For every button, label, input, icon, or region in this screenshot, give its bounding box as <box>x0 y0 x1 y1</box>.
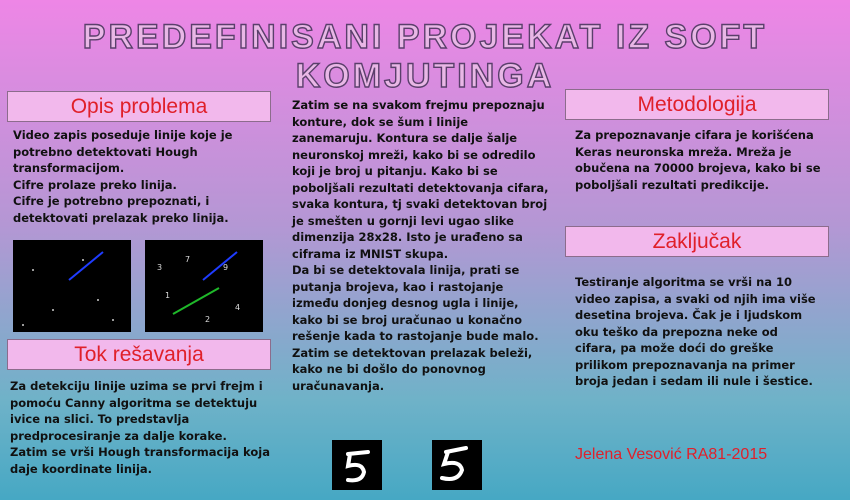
video-frame-lines <box>13 240 131 332</box>
tok-resavanja-text: Za detekciju linije uzima se prvi frejm i pomoću Canny algoritma se detektuju ivice na slici. To predstavlja predprocesiranje za dalje korake. Zatim se vrši Hough transformacija koja daje koordinate linija. <box>10 379 270 476</box>
opis-problema-text: Video zapis poseduje linije koje je potrebno detektovati Hough transformacijom. Cifre prolaze preko linija. Cifre je potrebno prepoznati, i detektovati prelazak preko linija. <box>13 128 233 225</box>
svg-text:1: 1 <box>165 291 171 300</box>
svg-text:2: 2 <box>205 315 211 324</box>
metodologija-text: Za prepoznavanje cifara je korišćena Keras neuronska mreža. Mreža je obučena na 70000 brojeva, kako bi se poboljšali rezultati predikcije. <box>575 128 821 192</box>
poster-title: PREDEFINISANI PROJEKAT IZ SOFT KOMJUTINGA <box>82 18 768 95</box>
video-frame-digits <box>145 240 263 332</box>
svg-text:4: 4 <box>235 303 241 312</box>
video-frame-digits-image <box>145 240 263 332</box>
svg-text:7: 7 <box>185 255 191 264</box>
mnist-digit-right <box>432 440 482 490</box>
author-name: Jelena Vesović RA81-2015 <box>575 446 768 463</box>
svg-text:3: 3 <box>157 263 163 272</box>
middle-text: Zatim se na svakom frejmu prepoznaju konture, dok se šum i linije zanemaruju. Kontura se dalje šalje neuronskoj mreži, kako bi se odredilo koji je broj u pitanju. Kako bi se poboljšali rezultati detektovanja cifara, svaka kontura, tj svaki detektovan broj je smešten u gornji levi ugao slike dimenzija 28x28. Isto je urađeno sa ciframa iz MNIST skupa. Da bi se detektovala linija, prati se putanja brojeva, kao i rastojanje između donjeg desnog ugla i linije, kako bi se broj uračunao u konačno rešenje kada to rastojanje bude malo. Zatim se detektovan prelazak beleži, kako ne bi došlo do ponovnog uračunavanja. <box>292 98 549 393</box>
heading-metodologija: Metodologija <box>565 89 829 120</box>
mnist-digit-right-image <box>432 440 482 490</box>
heading-opis-problema: Opis problema <box>7 91 271 122</box>
svg-text:9: 9 <box>223 263 229 272</box>
heading-zakljucak: Zaključak <box>565 226 829 257</box>
heading-tok-resavanja: Tok rešavanja <box>7 339 271 370</box>
mnist-digit-left-image <box>332 440 382 490</box>
video-frame-lines-image <box>13 240 131 332</box>
zakljucak-text: Testiranje algoritma se vrši na 10 video zapisa, a svaki od njih ima više desetina brojeva. Čak je i ljudskom oku teško da prepozna neke od cifara, pa može doći do greške prilikom prepoznavanja na primer broja jedan i sedam ili nule i šestice. <box>575 275 816 388</box>
mnist-digit-left <box>332 440 382 490</box>
